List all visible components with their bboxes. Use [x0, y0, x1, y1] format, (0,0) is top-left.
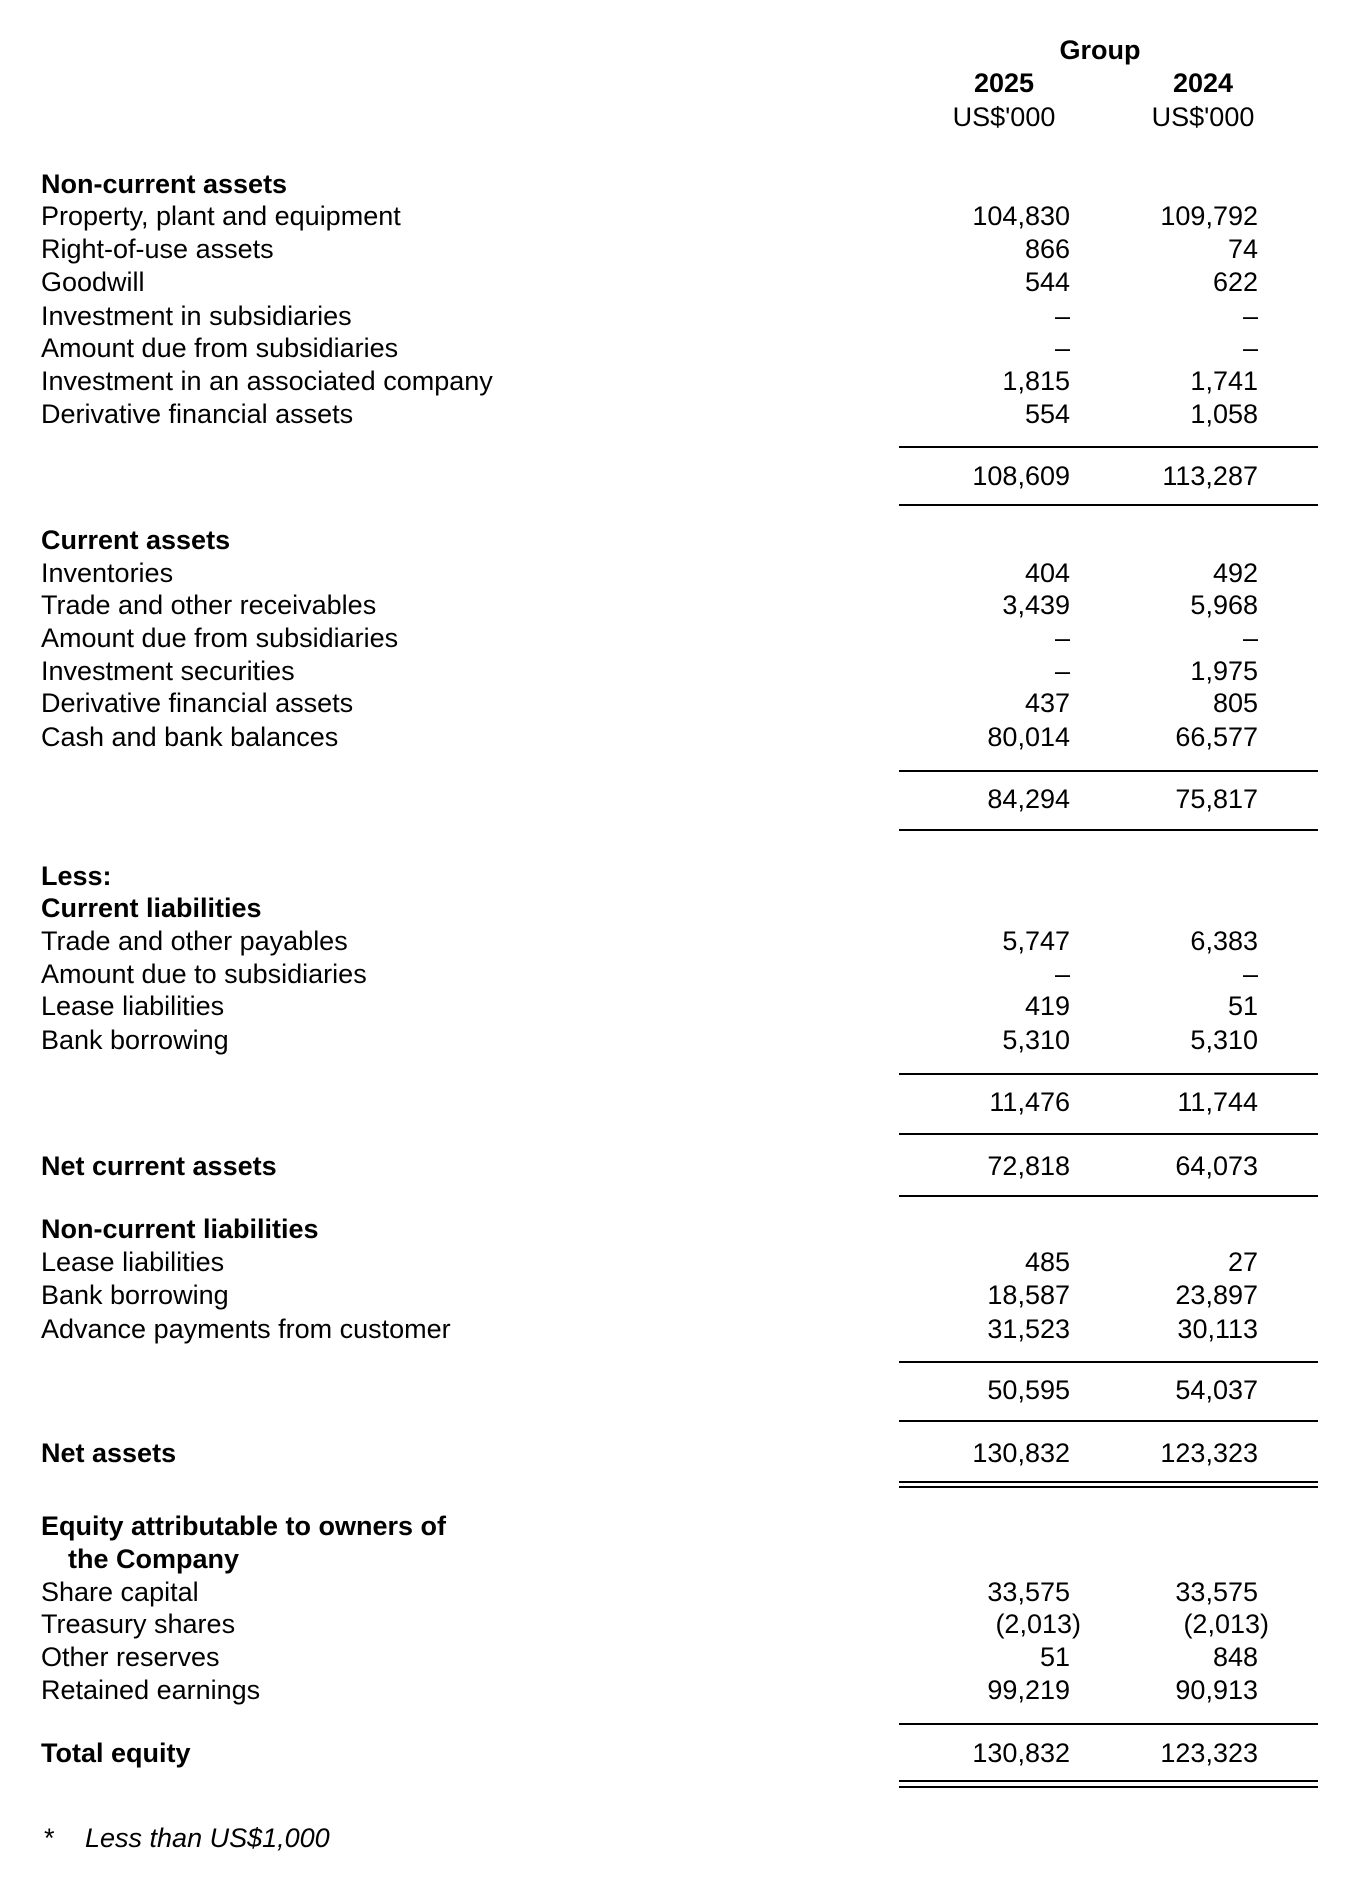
- value-2025: (2,013): [995, 1609, 1081, 1639]
- value-2024: 30,113: [1177, 1314, 1258, 1344]
- footnote-text: Less than US$1,000: [85, 1823, 330, 1853]
- table-row: [0, 398, 1345, 431]
- section-heading-equity: [0, 1510, 1345, 1543]
- row-label: Investment in subsidiaries: [41, 301, 352, 331]
- table-row: [0, 622, 1345, 655]
- less-label: [0, 860, 1345, 893]
- row-label: Lease liabilities: [41, 1247, 225, 1277]
- row-label: Advance payments from customer: [41, 1314, 451, 1344]
- row-label: Amount due from subsidiaries: [41, 333, 399, 363]
- section-heading: Current assets: [41, 525, 231, 555]
- footnote: [0, 1822, 1345, 1855]
- value-2025: 5,747: [1002, 926, 1070, 956]
- subtotal-rule: [899, 770, 1318, 772]
- unit-2025-heading: US$'000: [952, 102, 1056, 132]
- row-label: Net current assets: [41, 1151, 277, 1181]
- value-2025: –: [1054, 333, 1070, 363]
- net-assets-row: [0, 1437, 1345, 1470]
- subtotal-row: [0, 460, 1345, 493]
- table-row: [0, 1024, 1345, 1057]
- value-2024: 1,741: [1190, 366, 1258, 396]
- value-2025: 80,014: [987, 722, 1070, 752]
- value-2025: 437: [1024, 688, 1070, 718]
- footnote-marker: *: [44, 1823, 55, 1853]
- table-row: [0, 687, 1345, 720]
- value-2024: 66,577: [1175, 722, 1258, 752]
- row-label: Investment securities: [41, 656, 295, 686]
- row-label: Lease liabilities: [41, 991, 225, 1021]
- section-heading-current-assets: [0, 524, 1345, 557]
- double-rule-bottom: [899, 1786, 1318, 1788]
- table-row: [0, 1608, 1345, 1641]
- section-heading: Equity attributable to owners of: [41, 1511, 447, 1541]
- subtotal-2024: 54,037: [1175, 1375, 1258, 1405]
- value-2025: 130,832: [972, 1738, 1070, 1768]
- value-2025: –: [1054, 623, 1070, 653]
- value-2024: 492: [1212, 558, 1258, 588]
- table-row: [0, 266, 1345, 299]
- subtotal-2025: 11,476: [989, 1087, 1070, 1117]
- value-2025: 554: [1024, 399, 1070, 429]
- value-2025: 419: [1024, 991, 1070, 1021]
- section-heading: the Company: [68, 1544, 240, 1574]
- total-equity-row: [0, 1737, 1345, 1770]
- unit-2024-heading: US$'000: [1151, 102, 1255, 132]
- row-label: Bank borrowing: [41, 1025, 229, 1055]
- table-row: [0, 332, 1345, 365]
- row-label: Total equity: [41, 1738, 191, 1768]
- subtotal-rule: [899, 829, 1318, 831]
- subtotal-rule: [899, 1133, 1318, 1135]
- subtotal-2025: 50,595: [987, 1375, 1070, 1405]
- value-2025: 3,439: [1002, 590, 1070, 620]
- value-2024: 74: [1227, 234, 1258, 264]
- table-row: [0, 1313, 1345, 1346]
- table-row: [0, 365, 1345, 398]
- row-label: Bank borrowing: [41, 1280, 229, 1310]
- row-label: Right-of-use assets: [41, 234, 274, 264]
- subtotal-2024: 11,744: [1177, 1087, 1258, 1117]
- section-heading-non-current-liabilities: [0, 1213, 1345, 1246]
- section-heading: Non-current assets: [41, 169, 288, 199]
- subtotal-rule: [899, 1361, 1318, 1363]
- value-2025: –: [1054, 959, 1070, 989]
- value-2024: 90,913: [1175, 1675, 1258, 1705]
- value-2024: 1,975: [1190, 656, 1258, 686]
- value-2025: 72,818: [987, 1151, 1070, 1181]
- value-2024: 123,323: [1160, 1438, 1258, 1468]
- table-row: [0, 589, 1345, 622]
- subtotal-2025: 84,294: [987, 784, 1070, 814]
- value-2025: 104,830: [972, 201, 1070, 231]
- value-2024: 23,897: [1175, 1280, 1258, 1310]
- value-2025: 18,587: [987, 1280, 1070, 1310]
- double-rule-top: [899, 1780, 1318, 1782]
- row-label: Retained earnings: [41, 1675, 261, 1705]
- value-2024: –: [1242, 623, 1258, 653]
- value-2024: 1,058: [1190, 399, 1258, 429]
- subtotal-rule: [899, 1195, 1318, 1197]
- value-2024: 51: [1227, 991, 1258, 1021]
- value-2025: 544: [1024, 267, 1070, 297]
- row-label: Inventories: [41, 558, 174, 588]
- value-2024: 622: [1212, 267, 1258, 297]
- double-rule-bottom: [899, 1486, 1318, 1488]
- section-heading-current-liabilities: [0, 892, 1345, 925]
- value-2024: 848: [1212, 1642, 1258, 1672]
- value-2024: 805: [1212, 688, 1258, 718]
- section-heading: Non-current liabilities: [41, 1214, 319, 1244]
- row-label: Trade and other payables: [41, 926, 348, 956]
- subtotal-rule: [899, 1723, 1318, 1725]
- section-heading-non-current-assets: [0, 168, 1345, 201]
- table-row: [0, 557, 1345, 590]
- subtotal-2024: 113,287: [1162, 461, 1258, 491]
- section-heading: Current liabilities: [41, 893, 262, 923]
- value-2025: 130,832: [972, 1438, 1070, 1468]
- subtotal-rule: [899, 1420, 1318, 1422]
- value-2024: –: [1242, 959, 1258, 989]
- value-2025: 99,219: [987, 1675, 1070, 1705]
- value-2024: –: [1242, 333, 1258, 363]
- table-row: [0, 1674, 1345, 1707]
- subtotal-row: [0, 1374, 1345, 1407]
- less-prefix: Less:: [41, 861, 112, 891]
- value-2024: –: [1242, 301, 1258, 331]
- table-row: [0, 721, 1345, 754]
- year-2024-heading: 2024: [1172, 68, 1234, 98]
- value-2024: 5,310: [1190, 1025, 1258, 1055]
- row-label: Other reserves: [41, 1642, 220, 1672]
- year-2025-heading: 2025: [973, 68, 1035, 98]
- row-label: Trade and other receivables: [41, 590, 377, 620]
- value-2025: 51: [1039, 1642, 1070, 1672]
- value-2024: 33,575: [1175, 1577, 1258, 1607]
- value-2024: 6,383: [1190, 926, 1258, 956]
- table-row: [0, 925, 1345, 958]
- value-2024: 109,792: [1160, 201, 1258, 231]
- value-2025: 5,310: [1002, 1025, 1070, 1055]
- subtotal-rule: [899, 1073, 1318, 1075]
- value-2024: 27: [1227, 1247, 1258, 1277]
- net-current-assets-row: [0, 1150, 1345, 1183]
- value-2024: 123,323: [1160, 1738, 1258, 1768]
- row-label: Investment in an associated company: [41, 366, 493, 396]
- value-2025: 31,523: [987, 1314, 1070, 1344]
- value-2025: 33,575: [987, 1577, 1070, 1607]
- group-heading: Group: [1059, 35, 1141, 65]
- table-row: [0, 990, 1345, 1023]
- subtotal-rule: [899, 504, 1318, 506]
- value-2024: (2,013): [1183, 1609, 1269, 1639]
- row-label: Amount due to subsidiaries: [41, 959, 367, 989]
- subtotal-row: [0, 1086, 1345, 1119]
- value-2024: 5,968: [1190, 590, 1258, 620]
- table-row: [0, 1279, 1345, 1312]
- subtotal-2025: 108,609: [972, 461, 1070, 491]
- table-row: [0, 200, 1345, 233]
- table-row: [0, 233, 1345, 266]
- value-2024: 64,073: [1175, 1151, 1258, 1181]
- table-row: [0, 1576, 1345, 1609]
- value-2025: 404: [1024, 558, 1070, 588]
- value-2025: 1,815: [1002, 366, 1070, 396]
- row-label: Derivative financial assets: [41, 688, 354, 718]
- double-rule-top: [899, 1481, 1318, 1483]
- row-label: Derivative financial assets: [41, 399, 354, 429]
- row-label: Cash and bank balances: [41, 722, 339, 752]
- table-row: [0, 958, 1345, 991]
- row-label: Net assets: [41, 1438, 177, 1468]
- table-row: [0, 1246, 1345, 1279]
- section-heading-equity-continued: [0, 1543, 1345, 1576]
- value-2025: 866: [1024, 234, 1070, 264]
- table-row: [0, 1641, 1345, 1674]
- row-label: Treasury shares: [41, 1609, 236, 1639]
- row-label: Goodwill: [41, 267, 145, 297]
- row-label: Share capital: [41, 1577, 199, 1607]
- subtotal-row: [0, 783, 1345, 816]
- value-2025: –: [1054, 656, 1070, 686]
- value-2025: –: [1054, 301, 1070, 331]
- row-label: Amount due from subsidiaries: [41, 623, 399, 653]
- value-2025: 485: [1024, 1247, 1070, 1277]
- table-row: [0, 300, 1345, 333]
- table-row: [0, 655, 1345, 688]
- subtotal-rule: [899, 446, 1318, 448]
- row-label: Property, plant and equipment: [41, 201, 401, 231]
- subtotal-2024: 75,817: [1175, 784, 1258, 814]
